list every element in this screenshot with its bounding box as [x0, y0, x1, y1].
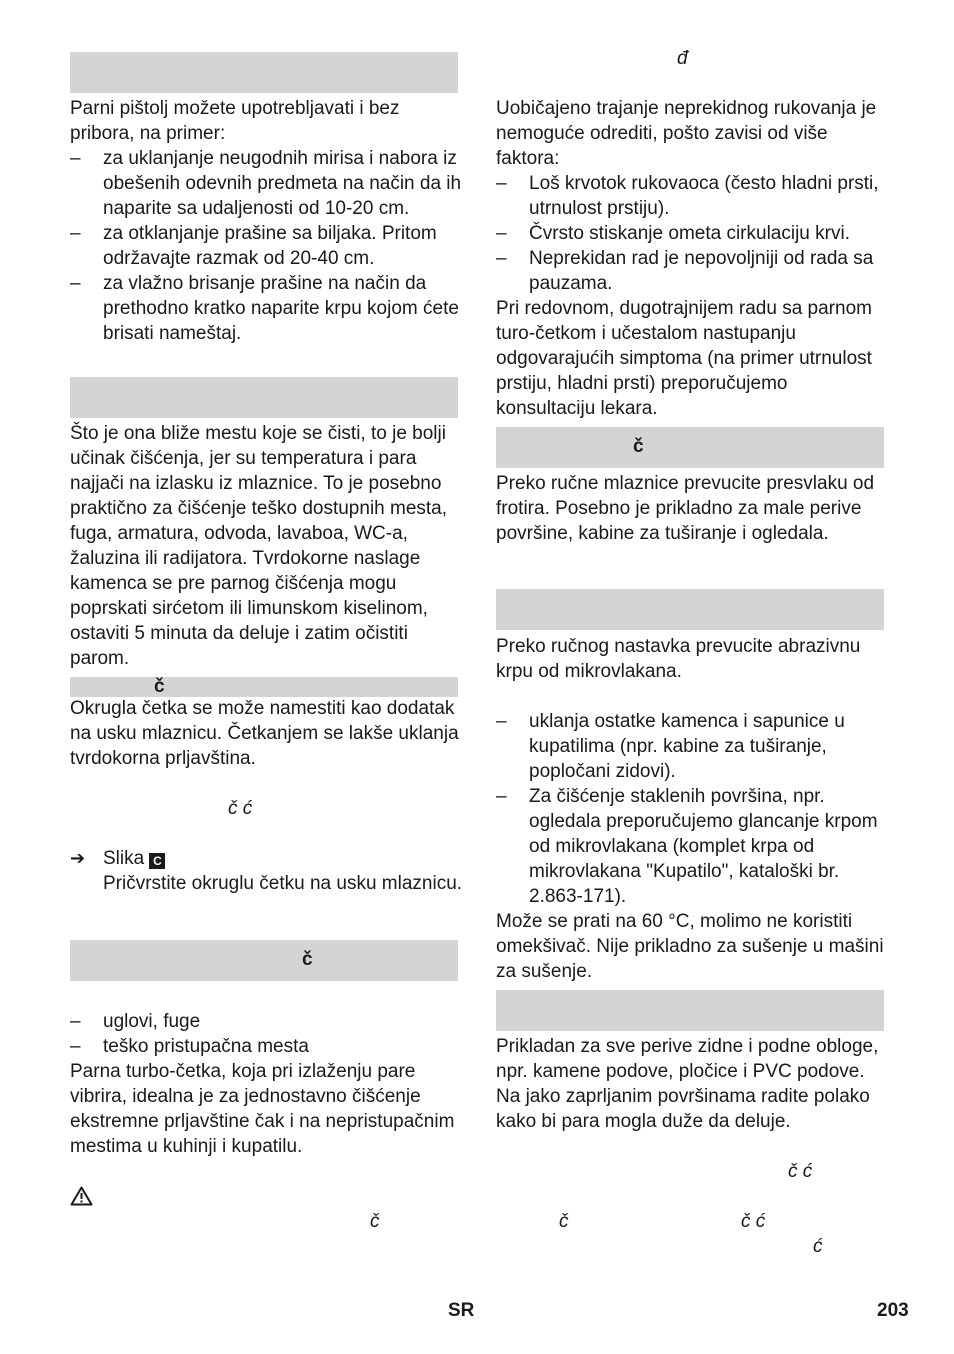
list-item: – za vlažno brisanje prašine na način da prethodno kratko naparite krpu kojom ćete brisati nameštaj.: [70, 273, 459, 344]
heading-glyph: č ć: [228, 798, 253, 819]
bar-heading-glyph: č: [154, 676, 165, 697]
body-glyph: ć: [813, 1236, 823, 1257]
abrasive-list: [496, 709, 888, 909]
warning-glyph: č: [370, 1211, 380, 1232]
section-bar-turbo-brush: [70, 940, 458, 981]
list-item: – Čvrsto stiskanje ometa cirkulaciju krvi.: [496, 223, 850, 244]
duration-list: [496, 171, 888, 296]
duration-paragraph-2: Pri redovnom, dugotrajnijem radu sa parnom turo-četkom i učestalom nastupanju odgovarajućih simptoma (na primer utrnulost prstiju, hladni prsti) preporučujemo konsultaciju lekara.: [496, 298, 872, 419]
left-column: [70, 0, 463, 1232]
step-text: Pričvrstite okruglu četku na usku mlaznicu.: [103, 873, 463, 894]
list-item: – Loš krvotok rukovaoca (često hladni prsti, utrnulost prstiju).: [496, 173, 879, 219]
abrasive-paragraph-2: Može se prati na 60 °C, molimo ne koristiti omekšivač. Nije prikladno za sušenje u mašini za sušenje.: [496, 911, 884, 982]
list-item: – uklanja ostatke kamenca i sapunice u kupatilima (npr. kabine za tuširanje, popločani zidovi).: [496, 711, 845, 782]
bar-heading-glyph: č: [302, 949, 313, 970]
body-glyph: č: [559, 1211, 569, 1232]
list-item: – uglovi, fuge: [70, 1011, 201, 1032]
footer-language: SR: [448, 1300, 475, 1321]
floor-paragraph: Prikladan za sve perive zidne i podne obloge, npr. kamene podove, pločice i PVC podove. Na jako zaprljanim površinama radite polako kako bi para mogla duže da deluje.: [496, 1036, 879, 1132]
section-bar-nozzle: [70, 377, 458, 418]
list-item: – za otklanjanje prašine sa biljaka. Pritom održavajte razmak od 20-40 cm.: [70, 223, 437, 269]
step-label: Slika: [103, 848, 145, 869]
warning-triangle-icon: [70, 1186, 93, 1206]
list-item: – za uklanjanje neugodnih mirisa i nabora iz obešenih odevnih predmeta na način da ih naparite sa udaljenosti od 10-20 cm.: [70, 148, 462, 219]
heading-glyph: đ: [677, 48, 688, 69]
intro-paragraph: Parni pištolj možete upotrebljavati i bez pribora, na primer:: [70, 98, 400, 144]
heading-glyph: č ć: [788, 1161, 813, 1182]
step-instruction: [70, 846, 495, 896]
section-bar-cover: [496, 427, 884, 468]
list-item: – teško pristupačna mesta: [70, 1036, 309, 1057]
body-glyph: č ć: [741, 1211, 766, 1232]
section-bar-floor: [496, 990, 884, 1031]
turbo-paragraph: Parna turbo-četka, koja pri izlaženju pare vibrira, idealna je za jednostavno čišćenje ekstremne prljavštine čak i na nepristupačnim mestima u kuhinji i kupatilu.: [70, 1061, 455, 1157]
section-bar-abrasive: [496, 589, 884, 630]
section-bar-accessories: [70, 52, 458, 93]
duration-paragraph: Uobičajeno trajanje neprekidnog rukovanja je nemoguće odrediti, pošto zavisi od više faktora:: [496, 98, 877, 169]
list-item: – Za čišćenje staklenih površina, npr. ogledala preporučujemo glancanje krpom od mikrovlakana (komplet krpa od mikrovlakana "Kupatilo", kataloški br. 2.863-171).: [496, 786, 878, 907]
nozzle-paragraph: Što je ona bliže mestu koje se čisti, to je bolji učinak čišćenja, jer su temperatura i para najjači na izlasku iz mlaznice. To je posebno praktično za čišćenje teško dostupnih mesta, fuga, armatura, odvoda, lavaboa, WC-a, žaluzina ili radijatora. Tvrdokorne naslage kamenca se pre parnog čišćenja mogu poprskati sirćetom ili limunskom kiselinom, ostaviti 5 minuta da deluje i zatim očistiti parom.: [70, 423, 448, 669]
turbo-list: [70, 1009, 462, 1059]
arrow-right-icon: ➔: [70, 848, 86, 868]
list-item: – Neprekidan rad je nepovoljniji od rada sa pauzama.: [496, 248, 874, 294]
brush-paragraph: Okrugla četka se može namestiti kao dodatak na usku mlaznicu. Četkanjem se lakše uklanja tvrdokorna prljavština.: [70, 698, 459, 769]
page-number: 203: [877, 1300, 909, 1321]
abrasive-paragraph: Preko ručnog nastavka prevucite abrazivnu krpu od mikrovlakana.: [496, 636, 861, 682]
intro-list: [70, 146, 462, 346]
bar-heading-glyph: č: [633, 436, 644, 457]
cover-paragraph: Preko ručne mlaznice prevucite presvlaku od frotira. Posebno je prikladno za male perive površine, kabine za tuširanje i ogledala.: [496, 473, 875, 544]
figure-letter-icon: C: [149, 853, 165, 869]
section-bar-round-brush: [70, 677, 458, 697]
